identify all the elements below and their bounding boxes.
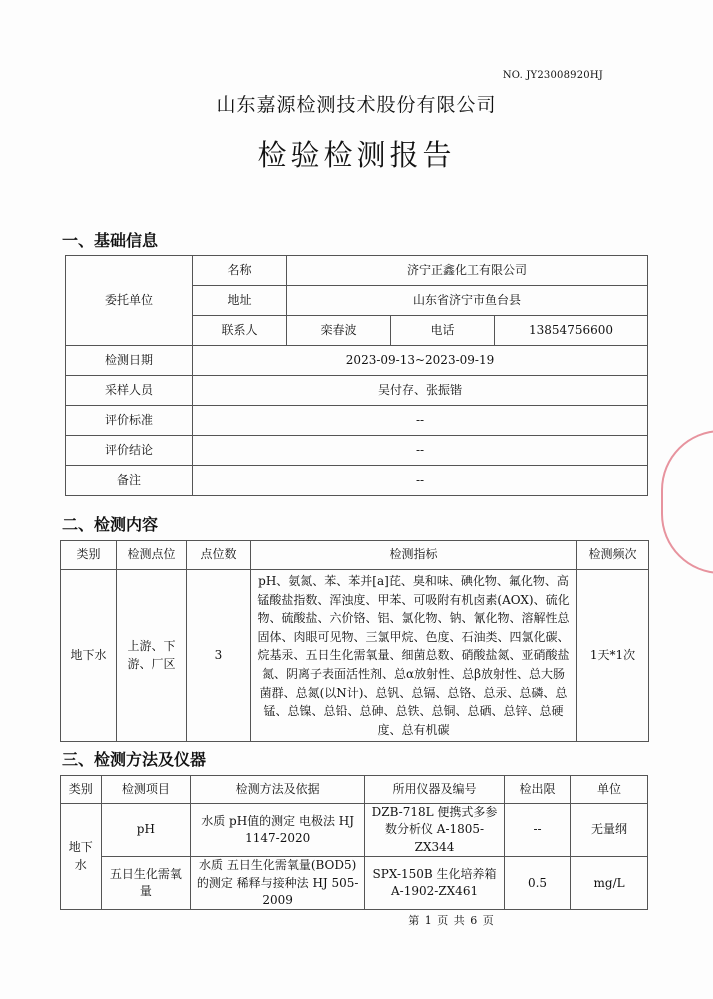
- conclusion-label: 评价结论: [66, 436, 193, 466]
- sampler-value: 吴付存、张振锴: [193, 376, 648, 406]
- m-instrument-cell: SPX-150B 生化培养箱 A-1902-ZX461: [365, 857, 505, 910]
- indicators-cell: pH、氨氮、苯、苯并[a]芘、臭和味、碘化物、氟化物、高锰酸盐指数、浑浊度、甲苯、可吸附有机卤素(AOX)、硫化物、硫酸盐、六价铬、铝、氯化物、钠、氰化物、溶解性总固体、肉眼可见物、三氯甲烷、色度、石油类、四氯化碳、烷基汞、五日生化需氧量、细菌总数、硝酸盐氮、亚硝酸盐氮、阴离子表面活性剂、总α放射性、总β放射性、总大肠菌群、总氮(以N计)、总钒、总镉、总铬、总汞、总磷、总锰、总镍、总铅、总砷、总铁、总铜、总硒、总锌、总硬度、总有机碳: [251, 570, 577, 742]
- count-cell: 3: [187, 570, 251, 742]
- header-m-limit: 检出限: [504, 776, 570, 804]
- section-methods-title: 三、检测方法及仪器: [62, 750, 207, 769]
- page-number: 第 1 页 共 6 页: [408, 914, 495, 927]
- report-title: 检验检测报告: [257, 138, 456, 172]
- header-count: 点位数: [187, 541, 251, 570]
- category-cell: 地下水: [61, 570, 117, 742]
- header-category: 类别: [61, 541, 117, 570]
- frequency-cell: 1天*1次: [577, 570, 649, 742]
- sampler-label: 采样人员: [66, 376, 193, 406]
- company-name: 山东嘉源检测技术股份有限公司: [216, 94, 497, 116]
- contact-label: 联系人: [193, 316, 287, 346]
- seal-stamp: [661, 430, 713, 574]
- section-test-content-title: 二、检测内容: [62, 515, 159, 534]
- basic-info-table: [65, 255, 648, 496]
- address-value: 山东省济宁市鱼台县: [287, 286, 648, 316]
- header-indicators: 检测指标: [251, 541, 577, 570]
- header-frequency: 检测频次: [577, 541, 649, 570]
- date-value: 2023-09-13~2023-09-19: [193, 346, 648, 376]
- report-number: NO. JY23008920HJ: [502, 70, 603, 81]
- location-cell: 上游、下游、厂区: [117, 570, 187, 742]
- m-unit-cell: mg/L: [571, 857, 648, 910]
- m-item-cell: pH: [101, 804, 191, 857]
- header-m-item: 检测项目: [101, 776, 191, 804]
- client-label: 委托单位: [66, 256, 193, 346]
- contact-value: 栾春波: [287, 316, 391, 346]
- test-content-table: [60, 540, 649, 742]
- address-label: 地址: [193, 286, 287, 316]
- header-m-category: 类别: [61, 776, 102, 804]
- remark-label: 备注: [66, 466, 193, 496]
- m-unit-cell: 无量纲: [571, 804, 648, 857]
- name-value: 济宁正鑫化工有限公司: [287, 256, 648, 286]
- m-limit-cell: --: [504, 804, 570, 857]
- standard-value: --: [193, 406, 648, 436]
- header-m-method: 检测方法及依据: [191, 776, 365, 804]
- date-label: 检测日期: [66, 346, 193, 376]
- phone-label: 电话: [391, 316, 495, 346]
- m-method-cell: 水质 五日生化需氧量(BOD5)的测定 稀释与接种法 HJ 505-2009: [191, 857, 365, 910]
- header-m-instrument: 所用仪器及编号: [365, 776, 505, 804]
- phone-value: 13854756600: [495, 316, 648, 346]
- m-instrument-cell: DZB-718L 便携式多参数分析仪 A-1805-ZX344: [365, 804, 505, 857]
- m-category-cell: 地下水: [61, 804, 102, 910]
- header-location: 检测点位: [117, 541, 187, 570]
- name-label: 名称: [193, 256, 287, 286]
- m-method-cell: 水质 pH值的测定 电极法 HJ 1147-2020: [191, 804, 365, 857]
- header-m-unit: 单位: [571, 776, 648, 804]
- standard-label: 评价标准: [66, 406, 193, 436]
- section-basic-info-title: 一、基础信息: [62, 231, 159, 250]
- m-item-cell: 五日生化需氧量: [101, 857, 191, 910]
- m-limit-cell: 0.5: [504, 857, 570, 910]
- methods-table: [60, 775, 648, 910]
- conclusion-value: --: [193, 436, 648, 466]
- remark-value: --: [193, 466, 648, 496]
